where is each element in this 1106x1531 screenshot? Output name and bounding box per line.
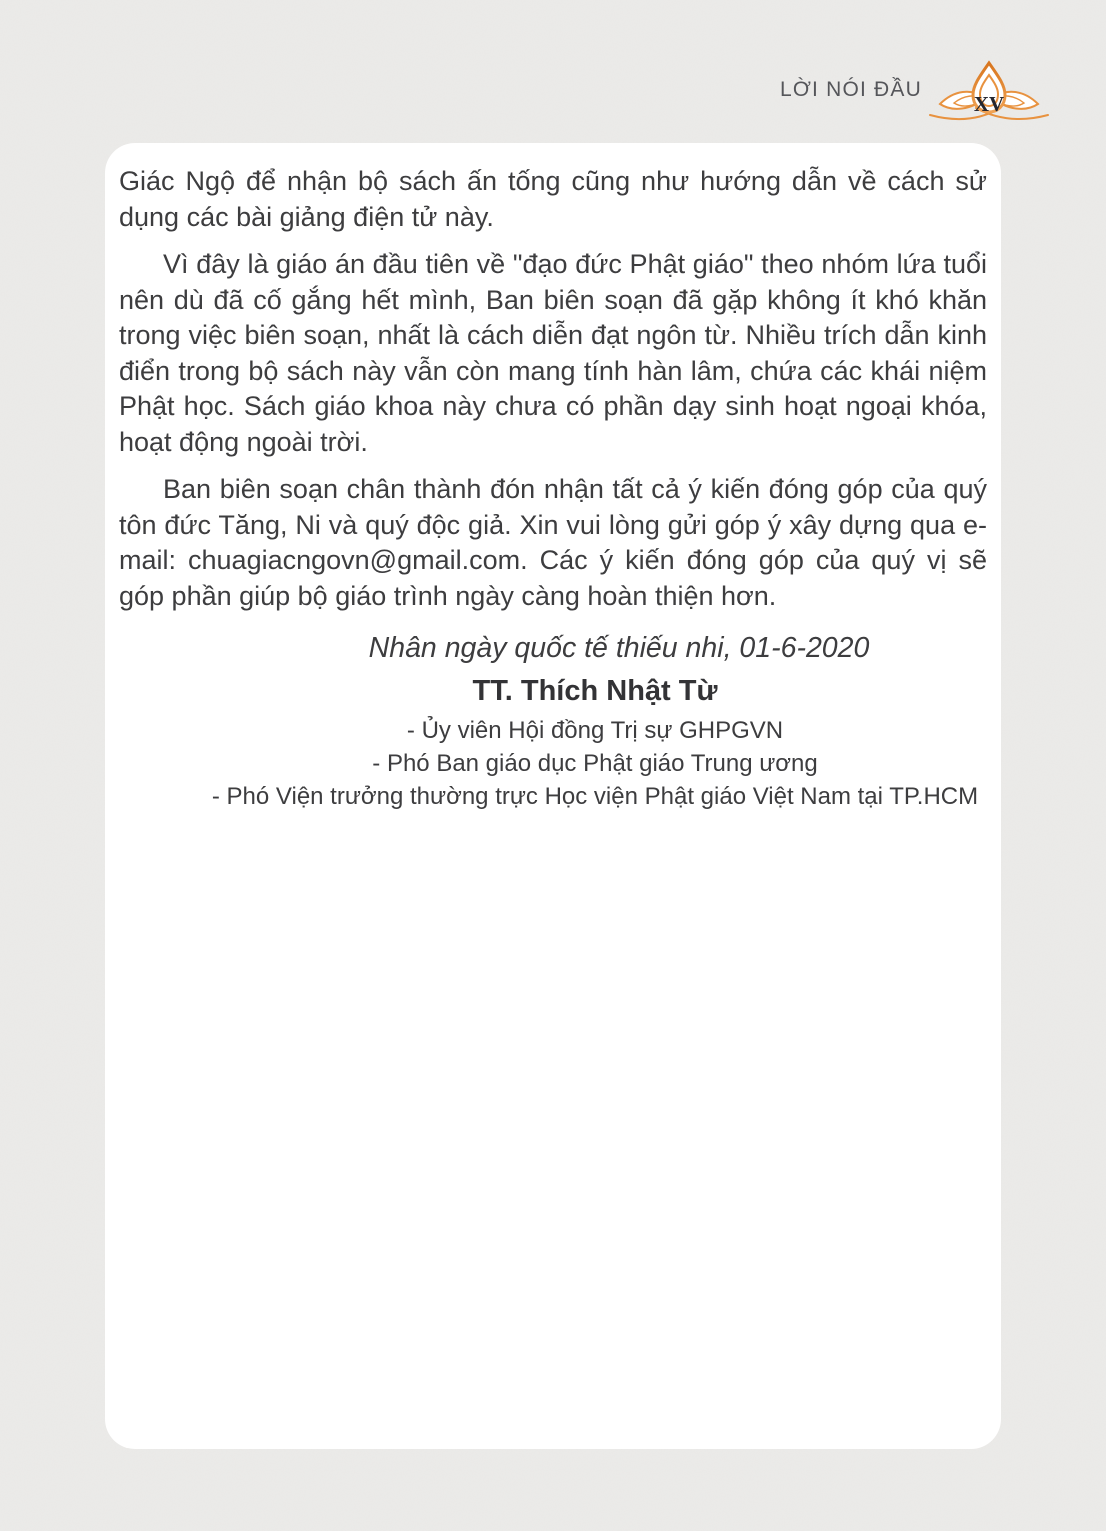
body-text	[119, 164, 987, 614]
section-title: LỜI NÓI ĐẦU	[779, 78, 922, 101]
paragraph: Giác Ngộ để nhận bộ sách ấn tống cũng như hướng dẫn về cách sử dụng các bài giảng điện tử này.	[119, 166, 987, 232]
author-credentials	[119, 714, 987, 813]
credential-line: - Ủy viên Hội đồng Trị sự GHPGVN	[406, 717, 784, 744]
author-name: TT. Thích Nhật Từ	[472, 675, 718, 707]
credential-line: - Phó Viện trưởng thường trực Học viện Phật giáo Việt Nam tại TP.HCM	[211, 783, 979, 810]
credential-line: - Phó Ban giáo dục Phật giáo Trung ương	[372, 750, 818, 777]
dateline: Nhân ngày quốc tế thiếu nhi, 01-6-2020	[368, 632, 870, 664]
running-header	[780, 60, 1050, 126]
lotus-ornament	[928, 60, 1050, 126]
paragraph: Vì đây là giáo án đầu tiên về "đạo đức Phật giáo" theo nhóm lứa tuổi nên dù đã cố gắng hết mình, Ban biên soạn đã gặp không ít khó khăn trong việc biên soạn, nhất là cách diễn đạt ngôn từ. Nhiều trích dẫn kinh điển trong bộ sách này vẫn còn mang tính hàn lâm, chứa các khái niệm Phật học. Sách giáo khoa này chưa có phần dạy sinh hoạt ngoại khóa, hoạt động ngoài trời.	[119, 249, 987, 457]
signature-block	[119, 628, 987, 813]
text-card	[105, 143, 1001, 1449]
paragraph: Ban biên soạn chân thành đón nhận tất cả ý kiến đóng góp của quý tôn đức Tăng, Ni và quý độc giả. Xin vui lòng gửi góp ý xây dựng qua e-mail: chuagiacngovn@gmail.com. Các ý kiến đóng góp của quý vị sẽ góp phần giúp bộ giáo trình ngày càng hoàn thiện hơn.	[119, 474, 987, 611]
page-number: XV	[973, 92, 1005, 116]
